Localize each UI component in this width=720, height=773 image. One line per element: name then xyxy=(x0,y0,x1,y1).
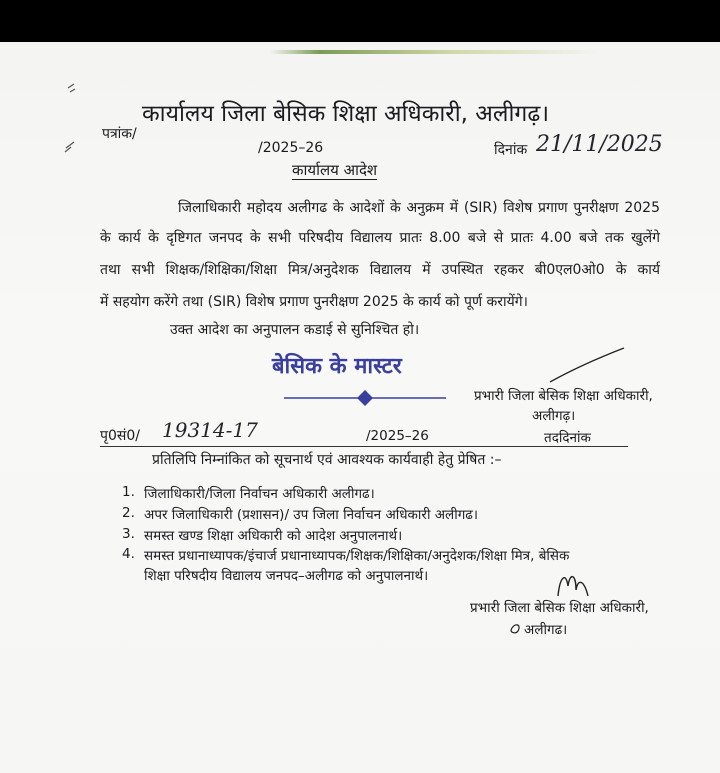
margin-marks xyxy=(60,80,90,160)
paper-edge-strip xyxy=(270,50,600,54)
watermark-divider xyxy=(282,388,448,408)
compliance-line: उक्त आदेश का अनुपालन कडाई से सुनिश्चित हो। xyxy=(170,322,420,338)
endorsement-date: तददिनांक xyxy=(544,430,591,446)
endorsement-number: 19314-17 xyxy=(162,418,258,442)
list-text: समस्त खण्ड शिक्षा अधिकारी को आदेश अनुपालनार्थ। xyxy=(144,528,403,544)
signatory-2-title: प्रभारी जिला बेसिक शिक्षा अधिकारी, xyxy=(470,600,649,616)
signatory-1-title: प्रभारी जिला बेसिक शिक्षा अधिकारी, xyxy=(474,388,653,404)
session-ref: /2025–26 xyxy=(258,140,324,156)
list-number: 3. xyxy=(122,526,135,542)
body-line-3: तथा सभी शिक्षक/शिक्षिका/शिक्षा मित्र/अनुदेशक विद्यालय में उपस्थित रहकर बी0एल0ओ0 के कार्य xyxy=(100,262,660,278)
date-label: दिनांक xyxy=(494,142,528,158)
top-black-bar xyxy=(0,0,720,42)
list-text: अपर जिलाधिकारी (प्रशासन)/ उप जिला निर्वाचन अधिकारी अलीगढ। xyxy=(144,507,479,523)
patrank-label: पत्रांक/ xyxy=(102,126,137,142)
endorsement-label: पृ0सं0/ xyxy=(100,428,140,444)
list-text: समस्त प्रधानाध्यापक/इंचार्ज प्रधानाध्यापक/शिक्षक/शिक्षिका/अनुदेशक/शिक्षा मित्र, बेसिक xyxy=(144,548,570,564)
list-number: 1. xyxy=(122,484,135,500)
body-line-4: में सहयोग करेंगे तथा (SIR) विशेष प्रगाण पुनरीक्षण 2025 के कार्य को पूर्ण करायेंगे। xyxy=(100,294,528,310)
list-number: 4. xyxy=(122,546,135,562)
copy-intro: प्रतिलिपि निम्नांकित को सूचनार्थ एवं आवश्यक कार्यवाही हेतु प्रेषित :– xyxy=(152,452,502,468)
body-line-1: जिलाधिकारी महोदय अलीगढ के आदेशों के अनुक्रम में (SIR) विशेष प्रगाण पुनरीक्षण 2025 xyxy=(178,200,660,216)
signatory-1-place: अलीगढ़। xyxy=(532,408,576,424)
order-heading: कार्यालय आदेश xyxy=(292,161,378,179)
office-title: कार्यालय जिला बेसिक शिक्षा अधिकारी, अलीगढ़। xyxy=(142,101,550,127)
initial-mark xyxy=(508,620,526,636)
signatory-2-place: अलीगढ। xyxy=(524,622,568,638)
list-text: शिक्षा परिषदीय विद्यालय जनपद–अलीगढ को अनुपालनार्थ। xyxy=(144,568,429,584)
date-handwritten: 21/11/2025 xyxy=(536,132,663,157)
list-number: 2. xyxy=(122,505,135,521)
signature-1 xyxy=(548,346,628,386)
endorsement-session: /2025–26 xyxy=(366,428,429,444)
endorsement-underline xyxy=(100,446,628,447)
list-text: जिलाधिकारी/जिला निर्वाचन अधिकारी अलीगढ। xyxy=(144,486,375,502)
body-line-2: के कार्य के दृष्टिगत जनपद के सभी परिषदीय विद्यालय प्रातः 8.00 बजे से प्रातः 4.00 बजे तक खुलेंगे xyxy=(100,230,660,246)
watermark-text: बेसिक के मास्टर xyxy=(272,354,402,379)
